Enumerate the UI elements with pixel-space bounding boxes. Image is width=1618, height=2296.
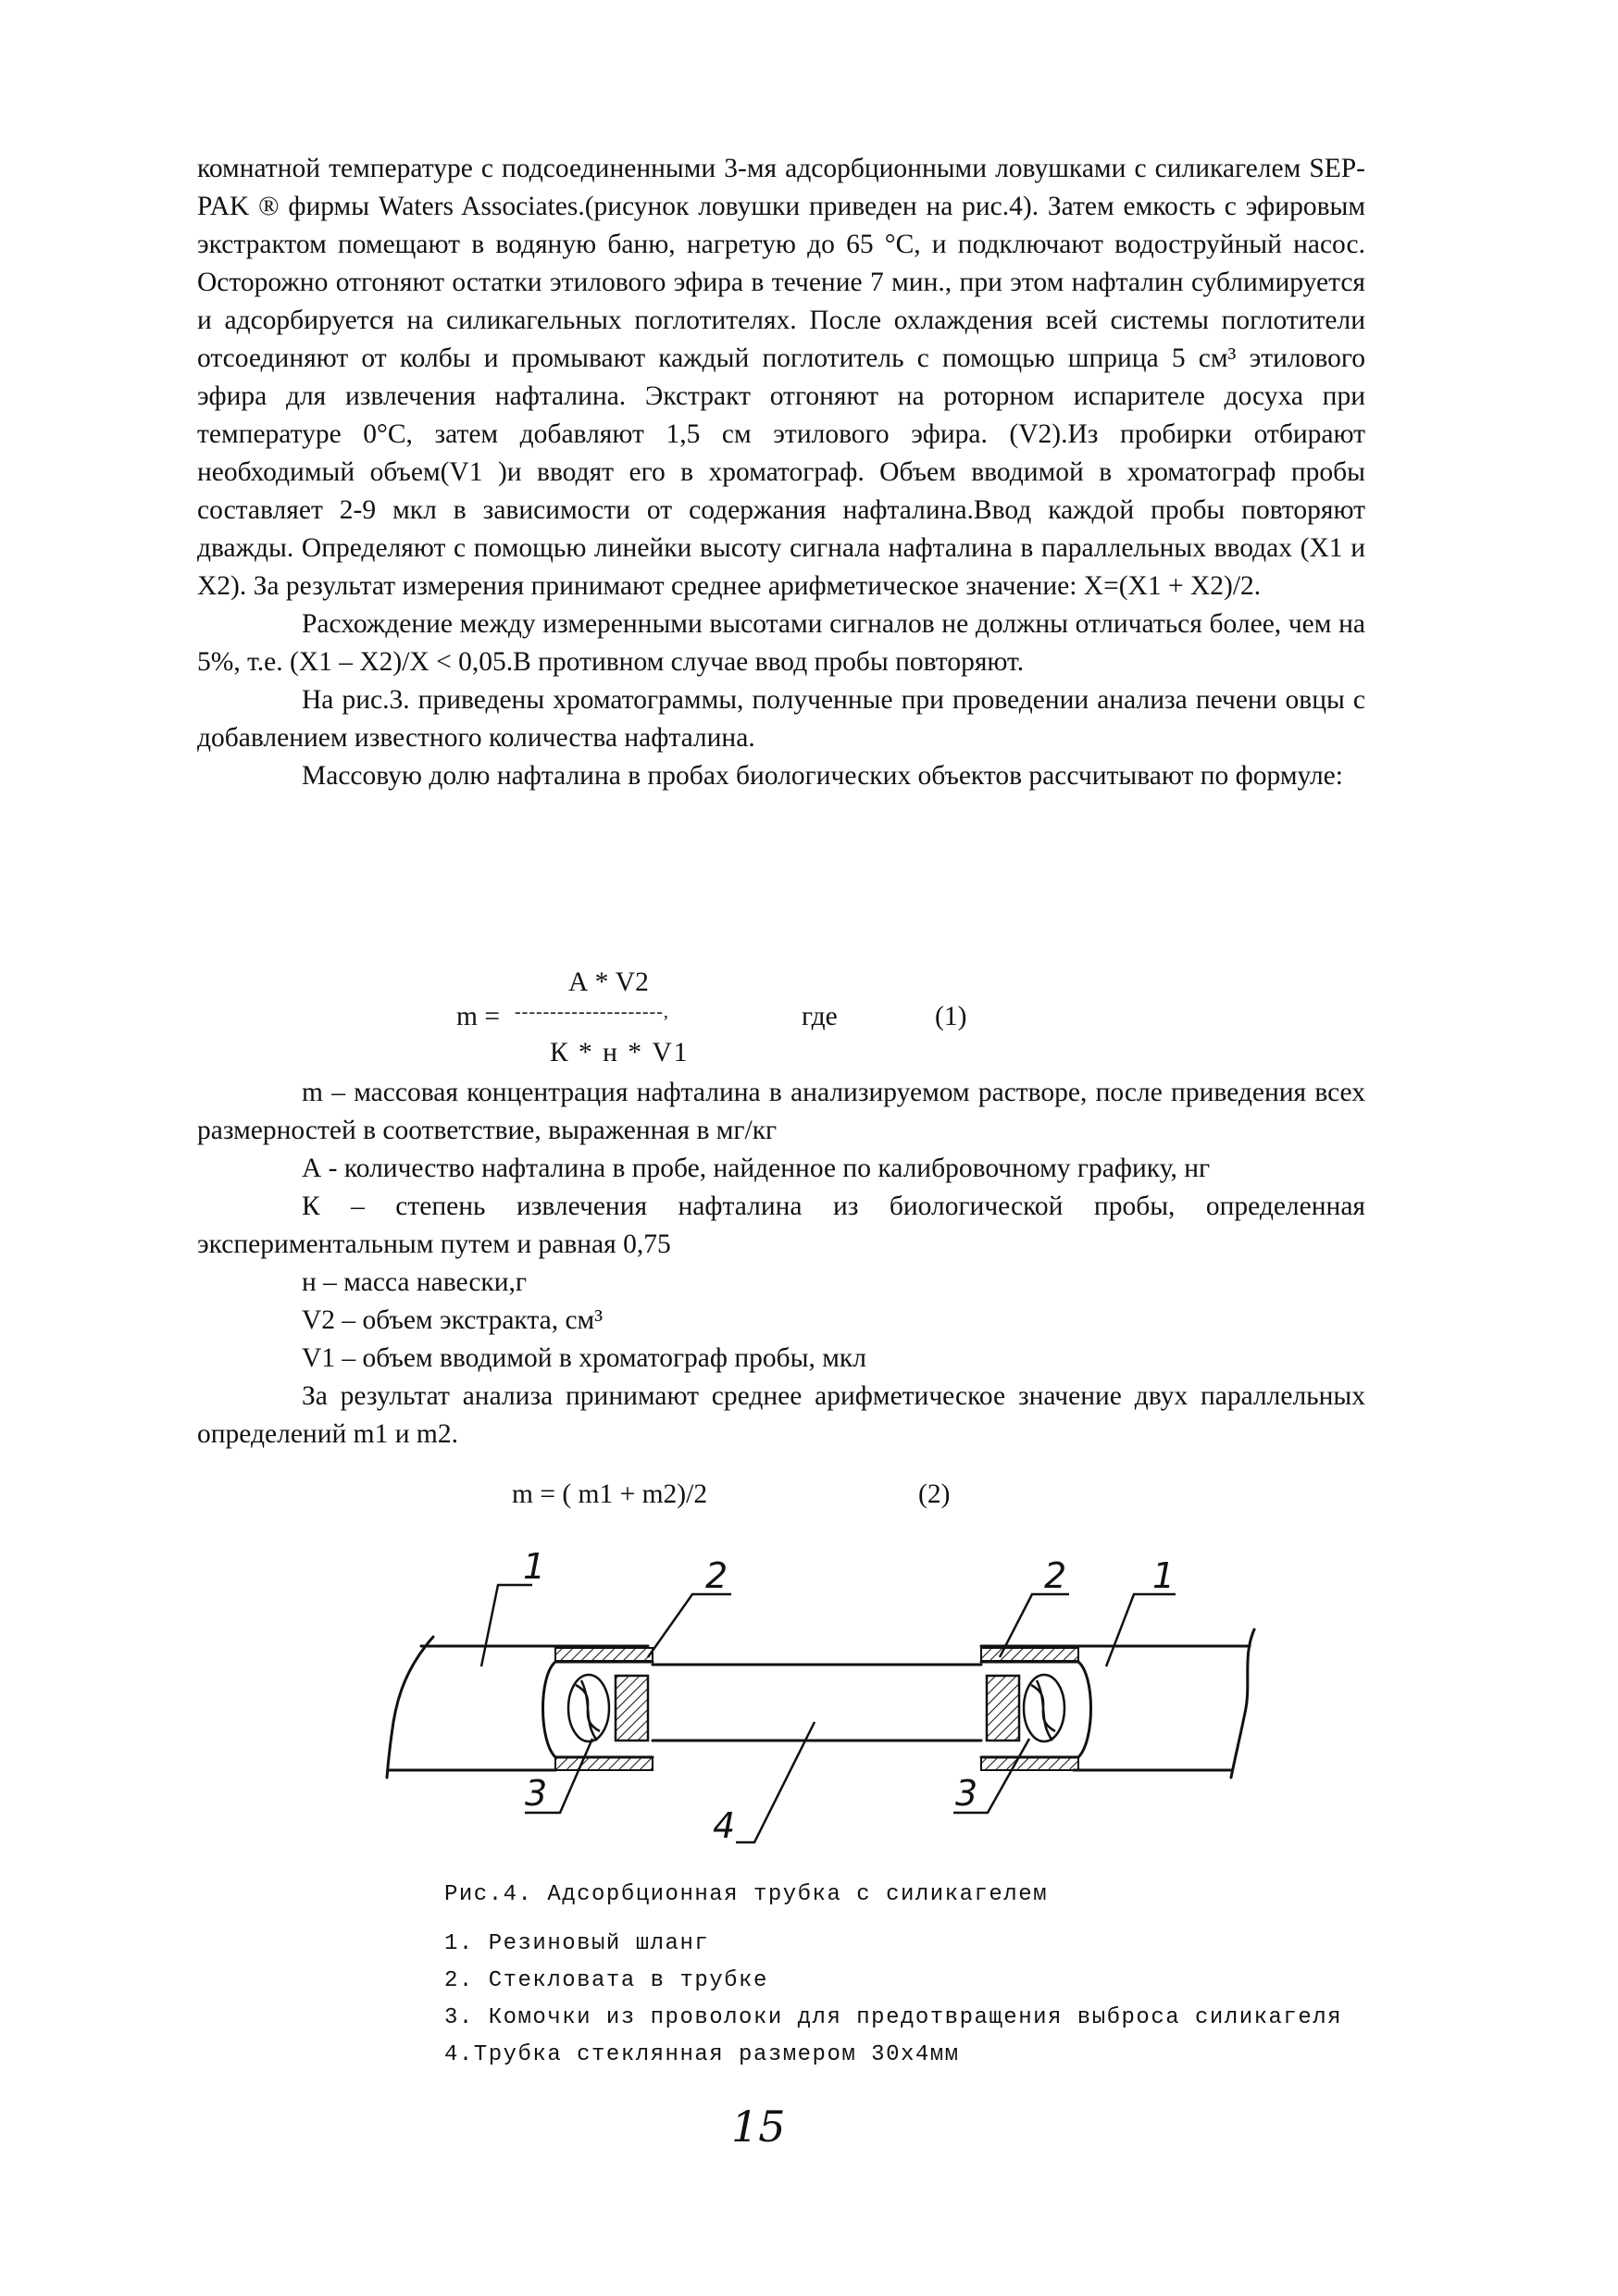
glass-wool-right-bottom bbox=[981, 1757, 1078, 1770]
formula2-number: (2) bbox=[918, 1479, 951, 1509]
formula1-numerator: А * V2 bbox=[568, 967, 649, 997]
formula1-denominator: К * н * V1 bbox=[550, 1038, 690, 1067]
formula1-number: (1) bbox=[935, 1002, 967, 1031]
formula2-expr: m = ( m1 + m2)/2 bbox=[512, 1479, 708, 1509]
paragraph-formula-intro: Массовую долю нафталина в пробах биологических объектов рассчитывают по формуле: bbox=[302, 761, 1343, 791]
paragraph-result: За результат анализа принимают среднее арифметическое значение двух параллельных определений m1 и m2. bbox=[197, 1381, 1365, 1449]
leader-1-left bbox=[481, 1585, 532, 1666]
figure-legend bbox=[444, 1926, 1342, 2074]
label-1-left: 1 bbox=[523, 1546, 546, 1587]
right-tube-end bbox=[1078, 1662, 1091, 1757]
figure-caption bbox=[444, 1877, 1048, 1914]
formula1-dashes: ---------------------, bbox=[515, 1002, 669, 1022]
left-hose-break bbox=[387, 1637, 433, 1778]
label-2-right: 2 bbox=[1044, 1555, 1067, 1596]
label-4: 4 bbox=[713, 1805, 736, 1846]
leader-2-left bbox=[648, 1594, 731, 1657]
right-hose-break bbox=[1231, 1629, 1254, 1778]
definition-n: н – масса навески,г bbox=[302, 1267, 528, 1297]
label-3-left: 3 bbox=[525, 1773, 548, 1814]
formula1-lhs: m = bbox=[456, 1002, 500, 1031]
glass-wool-left-bottom bbox=[555, 1757, 653, 1770]
label-3-right: 3 bbox=[955, 1773, 978, 1814]
label-1-right: 1 bbox=[1152, 1555, 1176, 1596]
left-tube-end bbox=[543, 1662, 556, 1757]
page-number: 15 bbox=[731, 2102, 786, 2152]
definition-v1: V1 – объем вводимой в хроматограф пробы, мкл bbox=[302, 1343, 866, 1373]
label-2-left: 2 bbox=[705, 1555, 728, 1596]
caption-title: Рис.4. Адсорбционная трубка с силикагелем bbox=[444, 1882, 1048, 1907]
paragraph-chromatograms: На рис.3. приведены хроматограммы, полученные при проведении анализа печени овцы с добавлением известного количества нафталина. bbox=[197, 685, 1365, 753]
definition-m: m – массовая концентрация нафталина в анализируемом растворе, после приведения всех размерностей в соответствие, выраженная в мг/кг bbox=[197, 1078, 1365, 1145]
paragraph-procedure: комнатной температуре с подсоединенными 3-мя адсорбционными ловушками с силикагелем SEP-PAK ® фирмы Waters Associates.(рисунок ловушки приведен на рис.4). Затем емкость с эфировым экстрактом помещают в водяную баню, нагретую до 65 °С, и подключают водоструйный насос. Осторожно отгоняют остатки этилового эфира в течение 7 мин., при этом нафталин сублимируется и адсорбируется на силикагельных поглотителях. После охлаждения всей системы поглотители отсоединяют от колбы и промывают каждый поглотитель с помощью шприца 5 см³ этилового эфира для извлечения нафталина. Экстракт отгоняют на роторном испарителе досуха при температуре 0°С, затем добавляют 1,5 см этилового эфира. (V2).Из пробирки отбирают необходимый объем(V1 )и вводят его в хроматограф. Объем вводимой в хроматограф пробы составляет 2-9 мкл в зависимости от содержания нафталина.Ввод каждой пробы повторяют дважды. Определяют с помощью линейки высоту сигнала нафталина в параллельных вводах (Х1 и Х2). За результат измерения принимают среднее арифметическое значение: Х=(Х1 + Х2)/2. bbox=[197, 154, 1365, 601]
glass-wool-right-top bbox=[981, 1648, 1078, 1661]
definition-a: А - количество нафталина в пробе, найденное по калибровочному графику, нг bbox=[302, 1154, 1211, 1183]
glass-wool-left-top bbox=[555, 1648, 653, 1661]
legend-item: 3. Комочки из проволоки для предотвращения выброса силикагеля bbox=[444, 2005, 1343, 2030]
legend-item: 1. Резиновый шланг bbox=[444, 1931, 710, 1956]
legend-item: 4.Трубка стеклянная размером 30х4мм bbox=[444, 2042, 960, 2067]
paragraph-discrepancy: Расхождение между измеренными высотами сигналов не должны отличаться более, чем на 5%, т.е. (Х1 – Х2)/Х < 0,05.В противном случае ввод пробы повторяют. bbox=[197, 609, 1365, 677]
formula1-where: где bbox=[802, 1002, 838, 1031]
definition-k: К – степень извлечения нафталина из биологической пробы, определенная экспериментальным путем и равная 0,75 bbox=[197, 1192, 1365, 1259]
definition-v2: V2 – объем экстракта, см³ bbox=[302, 1305, 604, 1335]
legend-item: 2. Стекловата в трубке bbox=[444, 1968, 768, 1993]
leader-1-right bbox=[1106, 1594, 1176, 1666]
